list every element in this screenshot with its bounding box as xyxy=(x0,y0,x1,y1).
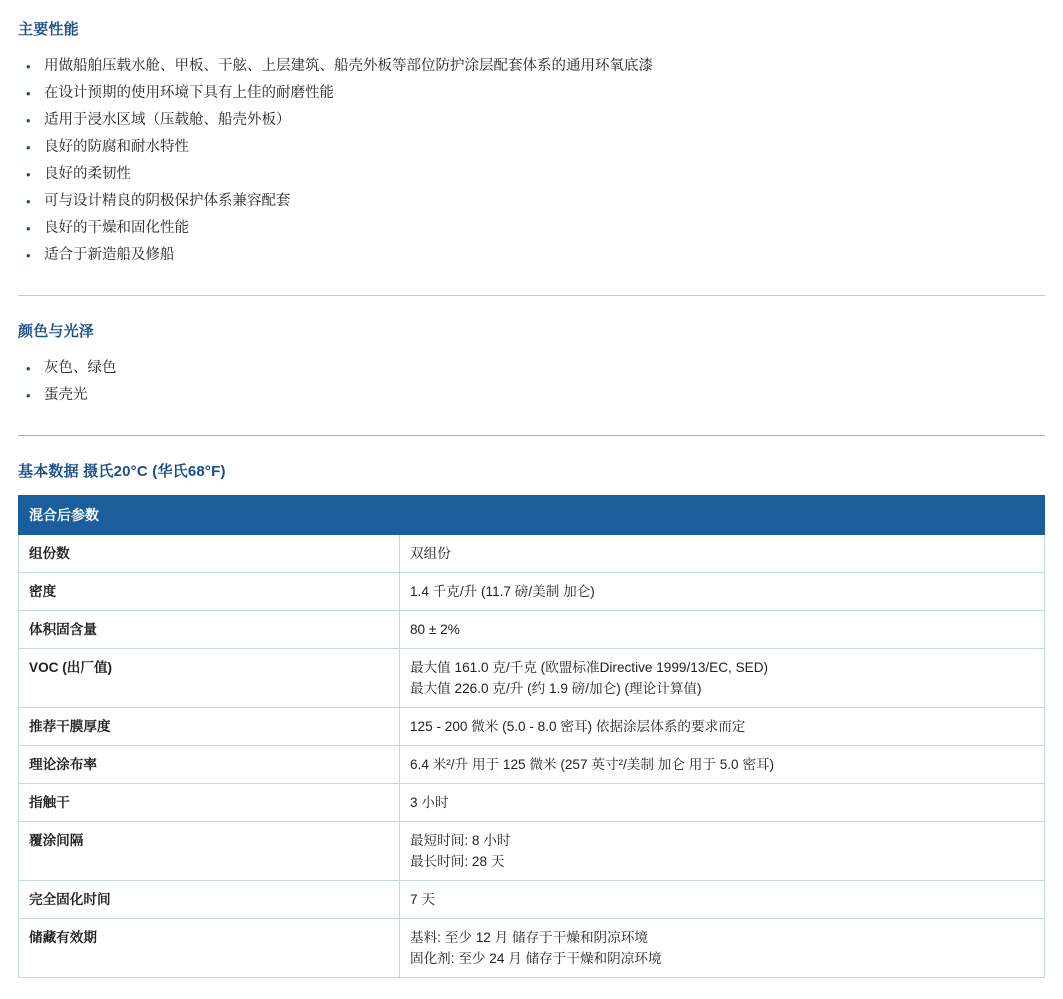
value-line: 最长时间: 28 天 xyxy=(410,854,505,869)
row-label: 组份数 xyxy=(19,535,400,573)
list-item: • 适用于浸水区域（压载舱、船壳外板） xyxy=(18,107,1045,134)
table-row xyxy=(19,708,1045,746)
row-value xyxy=(400,535,1045,573)
table-row xyxy=(19,822,1045,881)
row-label: 指触干 xyxy=(19,784,400,822)
value-line: 80 ± 2% xyxy=(410,622,460,637)
list-item: • 灰色、绿色 xyxy=(18,355,1045,382)
table-row xyxy=(19,535,1045,573)
value-line: 7 天 xyxy=(410,892,435,907)
row-label: 密度 xyxy=(19,573,400,611)
value-line: 125 - 200 微米 (5.0 - 8.0 密耳) 依据涂层体系的要求而定 xyxy=(410,719,746,734)
value-line: 3 小时 xyxy=(410,795,449,810)
section-divider xyxy=(18,295,1045,296)
value-line: 双组份 xyxy=(410,546,451,561)
row-value xyxy=(400,919,1045,978)
value-line: 最大值 161.0 克/千克 (欧盟标准Directive 1999/13/EC, SED) xyxy=(410,660,769,675)
row-label: 体积固含量 xyxy=(19,611,400,649)
section-title-color: 颜色与光泽 xyxy=(18,323,95,340)
color-list xyxy=(18,355,1045,409)
table-row xyxy=(19,784,1045,822)
row-value xyxy=(400,649,1045,708)
section-title-basic-data: 基本数据 摄氏20°C (华氏68°F) xyxy=(18,463,226,480)
list-item: • 良好的防腐和耐水特性 xyxy=(18,134,1045,161)
row-label: 理论涂布率 xyxy=(19,746,400,784)
value-line: 最大值 226.0 克/升 (约 1.9 磅/加仑) (理论计算值) xyxy=(410,681,702,696)
row-value xyxy=(400,611,1045,649)
row-label: VOC (出厂值) xyxy=(19,649,400,708)
row-value xyxy=(400,881,1045,919)
list-item: • 良好的柔韧性 xyxy=(18,161,1045,188)
performance-list xyxy=(18,53,1045,269)
value-line: 固化剂: 至少 24 月 储存于干燥和阴凉环境 xyxy=(410,951,662,966)
row-value xyxy=(400,708,1045,746)
table-row xyxy=(19,573,1045,611)
list-item: • 用做船舶压载水舱、甲板、干舷、上层建筑、船壳外板等部位防护涂层配套体系的通用环氧底漆 xyxy=(18,53,1045,80)
row-value xyxy=(400,784,1045,822)
page-title-performance: 主要性能 xyxy=(18,21,79,38)
list-item: • 良好的干燥和固化性能 xyxy=(18,215,1045,242)
table-header-band: 混合后参数 xyxy=(19,496,1045,535)
table-row xyxy=(19,746,1045,784)
section-divider xyxy=(18,435,1045,436)
list-item: • 适合于新造船及修船 xyxy=(18,242,1045,269)
table-row xyxy=(19,649,1045,708)
value-line: 1.4 千克/升 (11.7 磅/美制 加仑) xyxy=(410,584,595,599)
list-item: • 蛋壳光 xyxy=(18,382,1045,409)
row-label: 推荐干膜厚度 xyxy=(19,708,400,746)
list-item: • 在设计预期的使用环境下具有上佳的耐磨性能 xyxy=(18,80,1045,107)
value-line: 6.4 米²/升 用于 125 微米 (257 英寸²/美制 加仑 用于 5.0 密耳) xyxy=(410,757,775,772)
table-row xyxy=(19,611,1045,649)
table-header-row xyxy=(19,496,1045,535)
row-label: 覆涂间隔 xyxy=(19,822,400,881)
basic-data-table xyxy=(18,495,1045,978)
value-line: 基料: 至少 12 月 储存于干燥和阴凉环境 xyxy=(410,930,648,945)
value-line: 最短时间: 8 小时 xyxy=(410,833,511,848)
row-label: 完全固化时间 xyxy=(19,881,400,919)
list-item: • 可与设计精良的阴极保护体系兼容配套 xyxy=(18,188,1045,215)
row-value xyxy=(400,746,1045,784)
row-label: 储藏有效期 xyxy=(19,919,400,978)
row-value xyxy=(400,822,1045,881)
table-row xyxy=(19,881,1045,919)
row-value xyxy=(400,573,1045,611)
table-row xyxy=(19,919,1045,978)
